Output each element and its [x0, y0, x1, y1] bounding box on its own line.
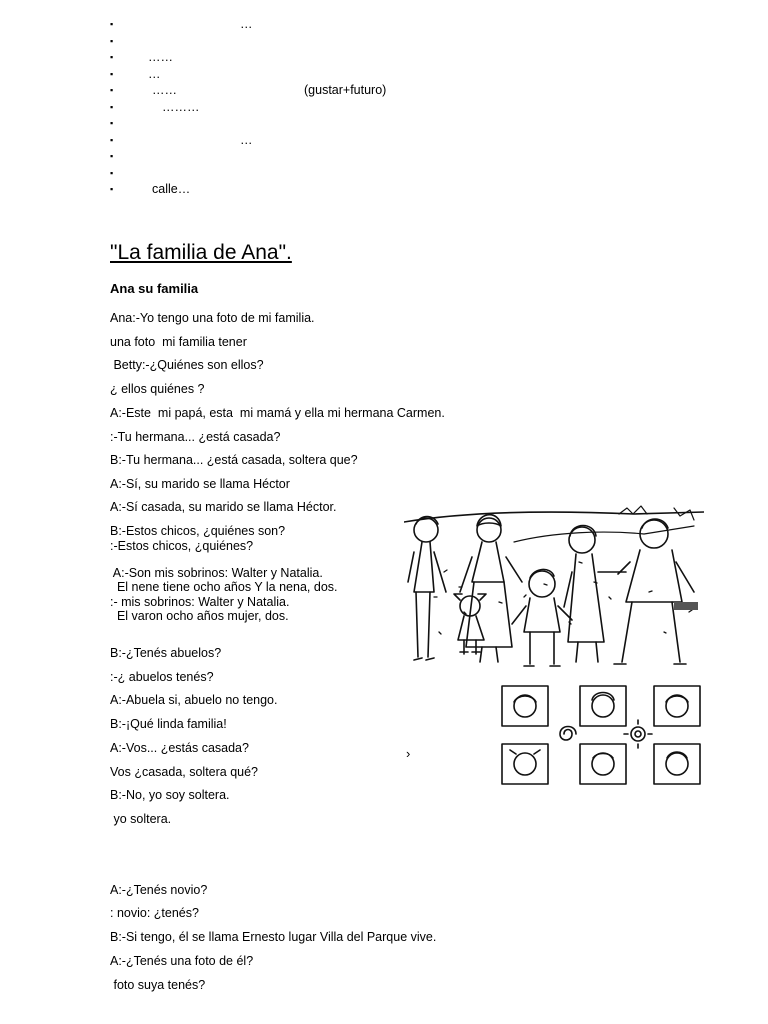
bullet-note: (gustar+futuro)	[304, 83, 387, 97]
dialogue-line: :-Tu hermana... ¿está casada?	[110, 430, 281, 444]
bullet-icon: ▪	[110, 118, 114, 128]
bullet-icon: ▪	[110, 184, 114, 194]
dialogue-line: El nene tiene ocho años Y la nena, dos.	[110, 580, 338, 594]
dialogue-line: :-Estos chicos, ¿quiénes?	[110, 539, 254, 553]
dialogue-line: :- mis sobrinos: Walter y Natalia.	[110, 595, 290, 609]
bullet-icon: ▪	[110, 19, 114, 29]
dialogue-line: B:-¿Tenés abuelos?	[110, 646, 222, 660]
bullet-icon: ▪	[110, 101, 114, 112]
dialogue-line: una foto mi familia tener	[110, 335, 247, 349]
bullet-icon: ▪	[110, 134, 114, 145]
dialogue-line: :-¿ abuelos tenés?	[110, 670, 214, 684]
dialogue-line: A:-¿Tenés novio?	[110, 883, 208, 897]
dialogue-line: A:-¿Tenés una foto de él?	[110, 954, 254, 968]
bullet-icon: ▪	[110, 85, 114, 95]
dialogue-line: B:-Estos chicos, ¿quiénes son?	[110, 524, 286, 538]
bullet-text: …	[148, 66, 161, 81]
family-illustration	[404, 502, 704, 792]
bullet-text: calle…	[152, 182, 191, 196]
dialogue-line: : novio: ¿tenés?	[110, 906, 199, 920]
page-title: "La familia de Ana".	[110, 241, 292, 264]
dialogue-line: B:-Tu hermana... ¿está casada, soltera que?	[110, 453, 358, 467]
dialogue-line: A:-Abuela si, abuelo no tengo.	[110, 693, 278, 707]
dialogue-line: ¿ ellos quiénes ?	[110, 382, 205, 396]
dialogue-line: Vos ¿casada, soltera qué?	[110, 765, 259, 779]
dialogue-line: yo soltera.	[110, 812, 172, 826]
bullet-icon: ▪	[110, 167, 114, 178]
dialogue-line: A:-Sí casada, su marido se llama Héctor.	[110, 500, 337, 514]
bullet-icon: ▪	[110, 52, 114, 62]
dialogue-line: B:-Si tengo, él se llama Ernesto lugar Villa del Parque vive.	[110, 930, 437, 944]
side-mark: ›	[406, 746, 411, 761]
bullet-text: …	[240, 17, 253, 31]
dialogue-line: A:-Este mi papá, esta mi mamá y ella mi hermana Carmen.	[110, 406, 445, 420]
section-subtitle: Ana su familia	[110, 281, 199, 296]
dialogue-line: A:-Sí, su marido se llama Héctor	[110, 477, 290, 491]
dialogue-line: foto suya tenés?	[110, 978, 206, 992]
bullet-text: ………	[162, 99, 200, 114]
bullet-icon: ▪	[110, 151, 114, 161]
dialogue-line: El varon ocho años mujer, dos.	[110, 609, 289, 623]
bullet-icon: ▪	[110, 35, 114, 46]
dialogue-line: B:-No, yo soy soltera.	[110, 788, 230, 802]
dialogue-line: A:-Son mis sobrinos: Walter y Natalia.	[110, 566, 323, 580]
dialogue-line: Ana:-Yo tengo una foto de mi familia.	[110, 311, 315, 325]
dialogue-line: B:-¡Qué linda familia!	[110, 717, 227, 731]
dialogue-line: A:-Vos... ¿estás casada?	[110, 741, 249, 755]
dialogue-line: Betty:-¿Quiénes son ellos?	[110, 358, 264, 372]
bullet-text: ……	[152, 83, 177, 97]
bullet-icon: ▪	[110, 68, 114, 79]
bullet-text: ……	[148, 50, 173, 64]
bullet-text: …	[240, 132, 253, 147]
